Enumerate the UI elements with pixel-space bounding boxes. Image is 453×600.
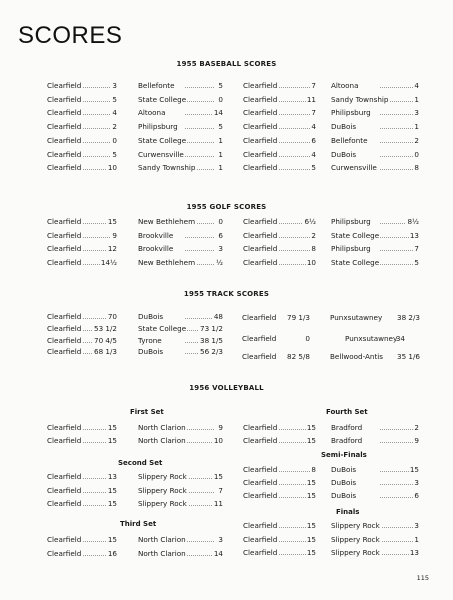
leader-dots (275, 101, 310, 102)
opponent-name: Punxsutawney (345, 334, 398, 343)
opponent-score: 38 1/5 (200, 335, 223, 345)
opponent-score: 3 (414, 478, 419, 487)
team-score: 10 (107, 163, 117, 173)
team-name: Clearfield (243, 423, 278, 432)
opponent-name: Punxsutawney (330, 313, 383, 322)
team-score: 13 (107, 472, 117, 481)
opponent-score: 10 (213, 436, 223, 445)
opponent-score: 5 (218, 122, 223, 132)
opponent-score: 4 (414, 81, 419, 90)
opponent-score: 35 1/6 (397, 352, 420, 361)
team-score: 3 (112, 81, 117, 90)
opponent-name: Slippery Rock (138, 499, 187, 508)
opponent-name: Bellefonte (331, 135, 368, 145)
team-name: Clearfield (243, 135, 278, 145)
score-row (0, 465, 453, 476)
baseball-title: 1955 BASEBALL SCORES (176, 60, 277, 68)
opponent-name: DuBois (331, 478, 357, 487)
opponent-name: New Bethlehem (138, 217, 196, 226)
leader-dots (380, 497, 415, 498)
opponent-score: 13 (409, 548, 419, 557)
team-score: 82 5/8 (287, 352, 310, 361)
score-row (0, 535, 453, 546)
opponent-score: ½ (216, 257, 223, 267)
opponent-score: 13 (409, 230, 419, 240)
team-name: Clearfield (47, 149, 82, 159)
team-name: Clearfield (243, 491, 278, 500)
score-row (0, 334, 453, 345)
leader-dots (275, 114, 310, 115)
team-name: Clearfield (47, 217, 82, 226)
team-name: Clearfield (47, 163, 82, 173)
score-row (0, 436, 453, 447)
finals-label: Finals (336, 508, 360, 516)
score-row (0, 521, 453, 532)
opponent-score: 7 (414, 244, 419, 253)
score-row (0, 478, 453, 489)
team-name: Clearfield (243, 548, 278, 557)
team-score: 70 4/5 (94, 335, 117, 345)
opponent-name: Brookville (138, 244, 174, 253)
opponent-score: 3 (218, 244, 223, 253)
opponent-name: Bradford (331, 423, 363, 432)
opponent-name: Philipsburg (331, 108, 371, 118)
team-score: 15 (107, 485, 117, 495)
team-score: 15 (107, 217, 117, 226)
team-name: Clearfield (243, 217, 278, 226)
team-name: Clearfield (243, 534, 278, 544)
opponent-name: Philipsburg (331, 217, 371, 226)
opponent-name: DuBois (138, 347, 164, 357)
team-score: 6 (311, 135, 316, 145)
opponent-score: 9 (414, 436, 419, 445)
team-score: 15 (107, 423, 117, 432)
second-set-label: Second Set (118, 459, 163, 467)
opponent-name: DuBois (138, 312, 164, 321)
team-score: 15 (306, 478, 316, 487)
opponent-name: Brookville (138, 230, 174, 240)
team-score: 15 (306, 548, 316, 557)
opponent-name: Sandy Township (331, 94, 389, 104)
team-score: 4 (311, 122, 316, 132)
leader-dots (275, 471, 310, 472)
opponent-name: Slippery Rock (331, 534, 380, 544)
opponent-name: DuBois (331, 122, 357, 132)
semi-finals-label: Semi-Finals (321, 451, 367, 459)
leader-dots (275, 541, 310, 542)
leader-dots (380, 142, 415, 143)
team-name: Clearfield (47, 230, 82, 240)
team-score: 70 (107, 312, 117, 321)
team-score: 7 (311, 108, 316, 118)
page-number: 115 (416, 574, 429, 582)
team-score: 5 (112, 149, 117, 159)
page-title: SCORES (18, 22, 123, 49)
opponent-name: North Clarion (138, 423, 186, 432)
leader-dots (380, 264, 415, 265)
score-row (0, 81, 453, 92)
leader-dots (275, 87, 310, 88)
score-row (0, 258, 453, 269)
opponent-score: 1 (218, 135, 223, 145)
opponent-score: 1 (218, 163, 223, 173)
team-name: Clearfield (47, 312, 82, 321)
team-name: Clearfield (243, 257, 278, 267)
team-score: 2 (112, 122, 117, 132)
team-name: Clearfield (47, 94, 82, 104)
score-row (0, 352, 453, 363)
opponent-score: 2 (414, 423, 419, 432)
team-score: 15 (107, 436, 117, 445)
leader-dots (380, 87, 415, 88)
team-score: 15 (107, 499, 117, 508)
leader-dots (275, 429, 310, 430)
score-row (0, 150, 453, 161)
opponent-name: Slippery Rock (331, 521, 380, 530)
leader-dots (275, 156, 310, 157)
team-name: Clearfield (47, 122, 82, 132)
team-score: 15 (306, 491, 316, 500)
leader-dots (275, 169, 310, 170)
leader-dots (380, 114, 415, 115)
leader-dots (275, 128, 310, 129)
team-name: Clearfield (47, 499, 82, 508)
score-row (0, 136, 453, 147)
opponent-score: 7 (218, 485, 223, 495)
opponent-name: DuBois (331, 149, 357, 159)
leader-dots (380, 169, 415, 170)
leader-dots (185, 505, 214, 506)
team-name: Clearfield (243, 521, 278, 530)
team-score: 14½ (100, 257, 117, 267)
team-name: Clearfield (243, 230, 278, 240)
opponent-name: Bellefonte (138, 81, 175, 90)
score-row (0, 548, 453, 559)
score-row (0, 217, 453, 228)
team-score: 12 (107, 244, 117, 253)
opponent-name: North Clarion (138, 436, 186, 445)
opponent-score: 38 2/3 (397, 313, 420, 322)
team-score: 8 (311, 465, 316, 474)
opponent-score: 5 (218, 81, 223, 90)
score-row (0, 122, 453, 133)
team-score: 4 (112, 108, 117, 118)
team-name: Clearfield (243, 436, 278, 445)
team-score: 53 1/2 (94, 323, 117, 333)
team-name: Clearfield (47, 535, 82, 544)
team-name: Clearfield (243, 465, 278, 474)
score-row (0, 491, 453, 502)
opponent-score: 2 (414, 135, 419, 145)
leader-dots (380, 484, 415, 485)
team-name: Clearfield (47, 436, 82, 445)
opponent-name: Slippery Rock (138, 485, 187, 495)
leader-dots (275, 250, 310, 251)
opponent-score: 1 (218, 149, 223, 159)
team-score: 7 (311, 81, 316, 90)
team-score: 0 (112, 135, 117, 145)
opponent-score: 48 (213, 312, 223, 321)
opponent-score: 15 (409, 465, 419, 474)
opponent-score: 0 (218, 217, 223, 226)
leader-dots (275, 554, 310, 555)
opponent-score: 3 (414, 521, 419, 530)
opponent-name: State College (331, 230, 380, 240)
team-name: Clearfield (47, 485, 82, 495)
opponent-name: New Bethlehem (138, 257, 196, 267)
team-score: 0 (305, 334, 310, 343)
opponent-score: 73 1/2 (200, 323, 223, 333)
opponent-name: State College (138, 323, 187, 333)
opponent-name: Curwensville (331, 163, 377, 173)
opponent-score: 3 (218, 535, 223, 544)
leader-dots (380, 442, 415, 443)
opponent-name: North Clarion (138, 535, 186, 544)
team-name: Clearfield (243, 244, 278, 253)
leader-dots (275, 142, 310, 143)
team-name: Clearfield (242, 334, 277, 343)
team-score: 68 1/3 (94, 347, 117, 357)
leader-dots (380, 250, 415, 251)
leader-dots (275, 527, 310, 528)
leader-dots (275, 497, 310, 498)
team-score: 79 1/3 (287, 313, 310, 322)
volleyball-title: 1956 VOLLEYBALL (189, 384, 264, 392)
team-score: 10 (306, 257, 316, 267)
opponent-score: 14 (213, 548, 223, 558)
opponent-name: Curwensville (138, 149, 184, 159)
opponent-score: 8 (414, 163, 419, 173)
leader-dots (275, 237, 310, 238)
team-name: Clearfield (243, 122, 278, 132)
opponent-name: Bradford (331, 436, 363, 445)
opponent-score: 56 2/3 (200, 347, 223, 357)
team-name: Clearfield (47, 257, 82, 267)
team-name: Clearfield (47, 347, 82, 357)
team-name: Clearfield (47, 472, 82, 481)
fourth-set-label: Fourth Set (326, 408, 368, 416)
team-name: Clearfield (47, 423, 82, 432)
team-score: 15 (306, 534, 316, 544)
opponent-score: 1 (414, 534, 419, 544)
score-row (0, 95, 453, 106)
third-set-label: Third Set (120, 520, 157, 528)
opponent-score: 6 (218, 230, 223, 240)
leader-dots (275, 442, 310, 443)
score-row (0, 313, 453, 324)
team-score: 6½ (304, 217, 316, 226)
team-score: 9 (112, 230, 117, 240)
leader-dots (380, 156, 415, 157)
opponent-name: Slippery Rock (138, 472, 187, 481)
team-name: Clearfield (243, 163, 278, 173)
team-name: Clearfield (47, 548, 82, 558)
team-name: Clearfield (243, 81, 278, 90)
team-score: 16 (107, 548, 117, 558)
opponent-score: 1 (414, 122, 419, 132)
score-row (0, 163, 453, 174)
team-name: Clearfield (47, 108, 82, 118)
opponent-name: Slippery Rock (331, 548, 380, 557)
leader-dots (380, 429, 415, 430)
team-score: 8 (311, 244, 316, 253)
opponent-score: 3 (414, 108, 419, 118)
team-score: 15 (306, 521, 316, 530)
opponent-score: 15 (213, 472, 223, 481)
opponent-name: Philipsburg (331, 244, 371, 253)
opponent-score: 34 (395, 334, 405, 343)
opponent-name: DuBois (331, 491, 357, 500)
team-name: Clearfield (242, 313, 277, 322)
opponent-score: 0 (414, 149, 419, 159)
first-set-label: First Set (130, 408, 164, 416)
leader-dots (275, 264, 310, 265)
opponent-name: Altoona (138, 108, 166, 118)
team-score: 11 (306, 94, 316, 104)
team-score: 15 (306, 423, 316, 432)
leader-dots (275, 484, 310, 485)
opponent-score: 11 (213, 499, 223, 508)
team-score: 4 (311, 149, 316, 159)
opponent-score: 9 (218, 423, 223, 432)
score-row (0, 108, 453, 119)
golf-title: 1955 GOLF SCORES (186, 203, 267, 211)
team-name: Clearfield (243, 478, 278, 487)
team-name: Clearfield (243, 94, 278, 104)
opponent-score: 8½ (407, 217, 419, 226)
opponent-name: State College (331, 257, 380, 267)
team-score: 2 (311, 230, 316, 240)
leader-dots (380, 541, 415, 542)
team-name: Clearfield (243, 108, 278, 118)
opponent-score: 5 (414, 257, 419, 267)
opponent-score: 14 (213, 108, 223, 118)
leader-dots (380, 128, 415, 129)
opponent-name: Philipsburg (138, 122, 178, 132)
opponent-name: State College (138, 94, 187, 104)
opponent-name: North Clarion (138, 548, 186, 558)
opponent-score: 1 (414, 94, 419, 104)
opponent-name: Bellwood-Antis (330, 352, 384, 361)
team-score: 5 (311, 163, 316, 173)
opponent-name: DuBois (331, 465, 357, 474)
team-name: Clearfield (47, 244, 82, 253)
score-row (0, 231, 453, 242)
team-name: Clearfield (243, 149, 278, 159)
team-name: Clearfield (47, 81, 82, 90)
score-row (0, 423, 453, 434)
team-name: Clearfield (47, 335, 82, 345)
team-name: Clearfield (47, 323, 82, 333)
score-row (0, 244, 453, 255)
track-title: 1955 TRACK SCORES (183, 290, 270, 298)
opponent-name: Altoona (331, 81, 359, 90)
team-name: Clearfield (242, 352, 277, 361)
team-score: 15 (306, 436, 316, 445)
leader-dots (380, 527, 415, 528)
opponent-name: Tyrone (138, 335, 162, 345)
team-score: 15 (107, 535, 117, 544)
opponent-score: 0 (218, 94, 223, 104)
team-name: Clearfield (47, 135, 82, 145)
opponent-name: Sandy Township (138, 163, 196, 173)
opponent-score: 6 (414, 491, 419, 500)
opponent-name: State College (138, 135, 187, 145)
team-score: 5 (112, 94, 117, 104)
